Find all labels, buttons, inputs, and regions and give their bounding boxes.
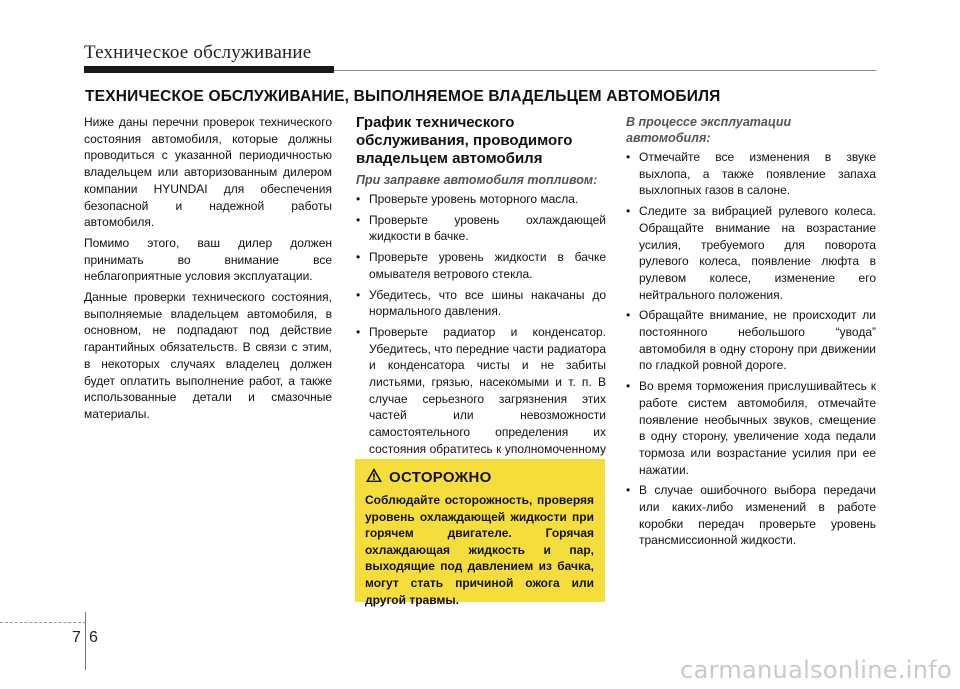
list-item xyxy=(356,249,606,282)
bullet: • xyxy=(626,483,631,498)
list-item xyxy=(626,378,876,478)
list-item-text: Проверьте уровень моторного масла. xyxy=(369,192,579,206)
bullet: • xyxy=(356,324,361,339)
page-number: 6 xyxy=(89,629,98,646)
list-item-text: Проверьте уровень охлаждающей жидкости в бачке. xyxy=(369,212,606,244)
list-item-text: Во время торможения прислушивайтесь к работе систем автомобиля, отмечайте появление необычных звуков, смещение в одну сторону, увеличение хода педали тормоза или возрастание усилия при ее нажатии. xyxy=(639,379,876,477)
list-item-text: Следите за вибрацией рулевого колеса. Обращайте внимание на возрастание усилия, требуемого для поворота рулевого колеса, появление люфта в рулевом колесе, изменение его нейтрального положения. xyxy=(639,204,876,302)
list-item xyxy=(356,287,606,320)
list-item-text: Проверьте уровень жидкости в бачке омывателя ветрового стекла. xyxy=(369,250,606,281)
list-item xyxy=(626,482,876,549)
list-item-text: Отмечайте все изменения в звуке выхлопа, а также появление запаха выхлопных газов в салоне. xyxy=(639,150,876,198)
header-rule xyxy=(334,70,876,71)
refuel-subheading: При заправке автомобиля топливом: xyxy=(356,173,598,187)
chapter-number: 7 xyxy=(72,629,81,646)
list-item-text: В случае ошибочного выбора передачи или каких-либо изменений в работе коробки передач проверьте уровень трансмиссионной жидкости. xyxy=(639,483,876,548)
bullet: • xyxy=(356,192,361,206)
footer-rule xyxy=(0,622,86,624)
bullet: • xyxy=(626,204,631,219)
list-item-text: Убедитесь, что все шины накачаны до нормального давления. xyxy=(369,287,606,319)
warning-text: Соблюдайте осторожность, проверяя уровень охлаждающей жидкости при горячем двигателе. Горячая охлаждающая жидкость и пар, выходящие под давлением из бачка, могут стать причиной ожога или другой травмы. xyxy=(365,493,594,607)
list-item xyxy=(626,149,876,199)
column-driving xyxy=(626,114,876,553)
bullet: • xyxy=(356,287,361,302)
warning-box xyxy=(355,459,605,607)
warning-header xyxy=(365,467,594,488)
schedule-heading: График технического обслуживания, проводимого владельцем автомобиля xyxy=(356,114,573,167)
list-item xyxy=(626,307,876,374)
driving-subheading: В процессе эксплуатации автомобиля: xyxy=(626,115,792,145)
list-item-text: Проверьте радиатор и конденсатор. Убедитесь, что передние части радиатора и конденсатора чисты и не забиты листьями, грязью, насекомыми и т. п. В случае серьезного загрязнения этих частей или невозможности самостоятельного определения их состояния обратитесь к уполномоченному xyxy=(369,324,606,456)
bullet: • xyxy=(626,308,631,323)
driving-checklist xyxy=(626,149,876,549)
bullet: • xyxy=(356,212,361,227)
page-number-divider xyxy=(85,612,86,670)
list-item-text: Обращайте внимание, не происходит ли постоянного небольшого “увода” автомобиля в одну сторону при движении по гладкой ровной дороге. xyxy=(639,308,876,373)
column-schedule xyxy=(356,114,606,478)
list-item xyxy=(626,203,876,303)
intro-paragraph: Помимо этого, ваш дилер должен принимать во внимание все неблагоприятные условия эксплуатации. xyxy=(84,235,332,284)
intro-paragraph: Данные проверки технического состояния, выполняемые владельцем автомобиля, в основном, не подпадают под действие гарантийных обязательств. В связи с этим, в некоторых случаях владелец должен будет оплатить выполнение работ, а также использованные детали и смазочные материалы. xyxy=(84,290,332,421)
watermark: carmanualsonline.info xyxy=(680,656,952,684)
list-item xyxy=(356,324,606,474)
column-intro xyxy=(84,114,332,427)
refuel-checklist xyxy=(356,191,606,474)
bullet: • xyxy=(356,250,361,265)
bullet: • xyxy=(626,379,631,394)
intro-paragraph: Ниже даны перечни проверок технического состояния автомобиля, которые должны проводиться с указанной периодичностью владельцем или авторизованным дилером компании HYUNDAI для обеспечения безопасной и надежной работы автомобиля. xyxy=(84,115,332,230)
section-title: ТЕХНИЧЕСКОЕ ОБСЛУЖИВАНИЕ, ВЫПОЛНЯЕМОЕ ВЛАДЕЛЬЦЕМ АВТОМОБИЛЯ xyxy=(85,88,721,105)
page-header-title: Техническое обслуживание xyxy=(84,42,312,63)
warning-title: ОСТОРОЖНО xyxy=(389,469,492,486)
list-item xyxy=(356,212,606,245)
warning-triangle-icon xyxy=(365,467,383,488)
bullet: • xyxy=(626,150,631,164)
header-bar xyxy=(84,66,334,73)
list-item xyxy=(356,191,606,208)
